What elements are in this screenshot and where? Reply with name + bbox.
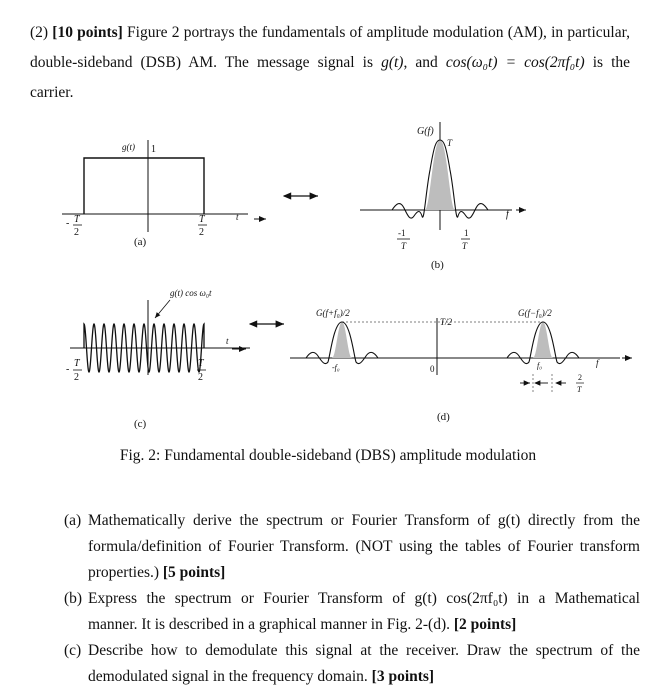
- panel-b-signal-label: G(f): [417, 126, 434, 137]
- panel-d: [290, 308, 632, 423]
- problem-line-2: double-sideband (DSB) AM. The message signal is g(t), and cos(ω₀t) = cos(2πf₀t) is the: [30, 54, 631, 71]
- problem-number: (2): [30, 24, 49, 41]
- svg-text:T: T: [199, 214, 205, 225]
- panel-a-amplitude: 1: [151, 144, 156, 155]
- question-label: (c): [64, 642, 82, 659]
- svg-text:-: -: [66, 364, 70, 375]
- svg-text:t: t: [236, 212, 239, 222]
- panel-c-signal-label: g(t) cos ω₀t: [170, 288, 212, 298]
- panel-d-pos-f0: f₀: [537, 361, 543, 370]
- svg-text:T: T: [74, 358, 80, 369]
- question-points: [2 points]: [453, 616, 517, 633]
- svg-text:2: 2: [74, 227, 79, 238]
- question-list: [66, 508, 640, 690]
- question-label: (b): [64, 590, 83, 607]
- panel-a-signal-label: g(t): [122, 142, 135, 152]
- problem-points: [10 points]: [52, 24, 123, 41]
- svg-text:T: T: [462, 241, 468, 251]
- question-points: [5 points]: [162, 564, 226, 581]
- panel-d-neg-f0: -f₀: [332, 363, 340, 372]
- question-b: (b) Express the spectrum or Fourier Transform of g(t) cos(2πf₀t) in a Mathematical manner. It is described in a graphical manner in Fig. 2-(d). [2 points]: [66, 586, 640, 638]
- question-label: (a): [64, 512, 82, 529]
- panel-d-peak: T/2: [440, 317, 453, 327]
- svg-text:2: 2: [199, 227, 204, 238]
- panel-c: [66, 288, 250, 430]
- panel-a-label: (a): [134, 236, 147, 248]
- panel-d-origin: 0: [430, 364, 435, 374]
- problem-statement: [30, 18, 630, 108]
- figure-2: [0, 110, 656, 440]
- svg-text:T: T: [401, 241, 407, 251]
- question-c: (c) Describe how to demodulate this signal at the receiver. Draw the spectrum of the demodulated signal in the frequency domain. [3 points]: [66, 638, 640, 690]
- problem-line-3: carrier.: [30, 84, 74, 101]
- panel-c-label: (c): [134, 418, 147, 430]
- panel-b-label: (b): [431, 259, 444, 271]
- svg-text:2: 2: [74, 372, 79, 383]
- svg-text:-1: -1: [398, 228, 406, 238]
- figure-caption: Fig. 2: Fundamental double-sideband (DBS) amplitude modulation: [119, 447, 537, 464]
- panel-a: [62, 140, 266, 248]
- panel-d-right-band: G(f−f₀)/2: [518, 308, 552, 318]
- svg-text:2: 2: [198, 372, 203, 383]
- message-signal: g(t): [381, 54, 404, 71]
- carrier-expression: cos(ω₀t) = cos(2πf₀t): [445, 54, 585, 71]
- panel-d-label: (d): [437, 411, 450, 423]
- panel-d-left-band: G(f+f₀)/2: [316, 308, 350, 318]
- svg-text:t: t: [226, 336, 229, 346]
- svg-text:f: f: [506, 209, 509, 220]
- svg-text:1: 1: [464, 228, 469, 238]
- svg-text:T: T: [198, 358, 204, 369]
- svg-text:2: 2: [578, 373, 582, 382]
- question-a: (a) Mathematically derive the spectrum or Fourier Transform of g(t) directly from the formula/definition of Fourier Transform. (NOT using the tables of Fourier transform properties.) [5 points]: [66, 508, 640, 586]
- panel-b-peak: T: [447, 138, 453, 148]
- svg-text:T: T: [74, 214, 80, 225]
- problem-line-1: (2) [10 points] Figure 2 portrays the fundamentals of amplitude modulation (AM), in particular,: [30, 24, 630, 41]
- svg-text:-: -: [66, 218, 70, 229]
- svg-text:f: f: [596, 358, 599, 368]
- svg-text:T: T: [577, 385, 582, 394]
- panel-b: [360, 122, 526, 271]
- question-points: [3 points]: [371, 668, 435, 685]
